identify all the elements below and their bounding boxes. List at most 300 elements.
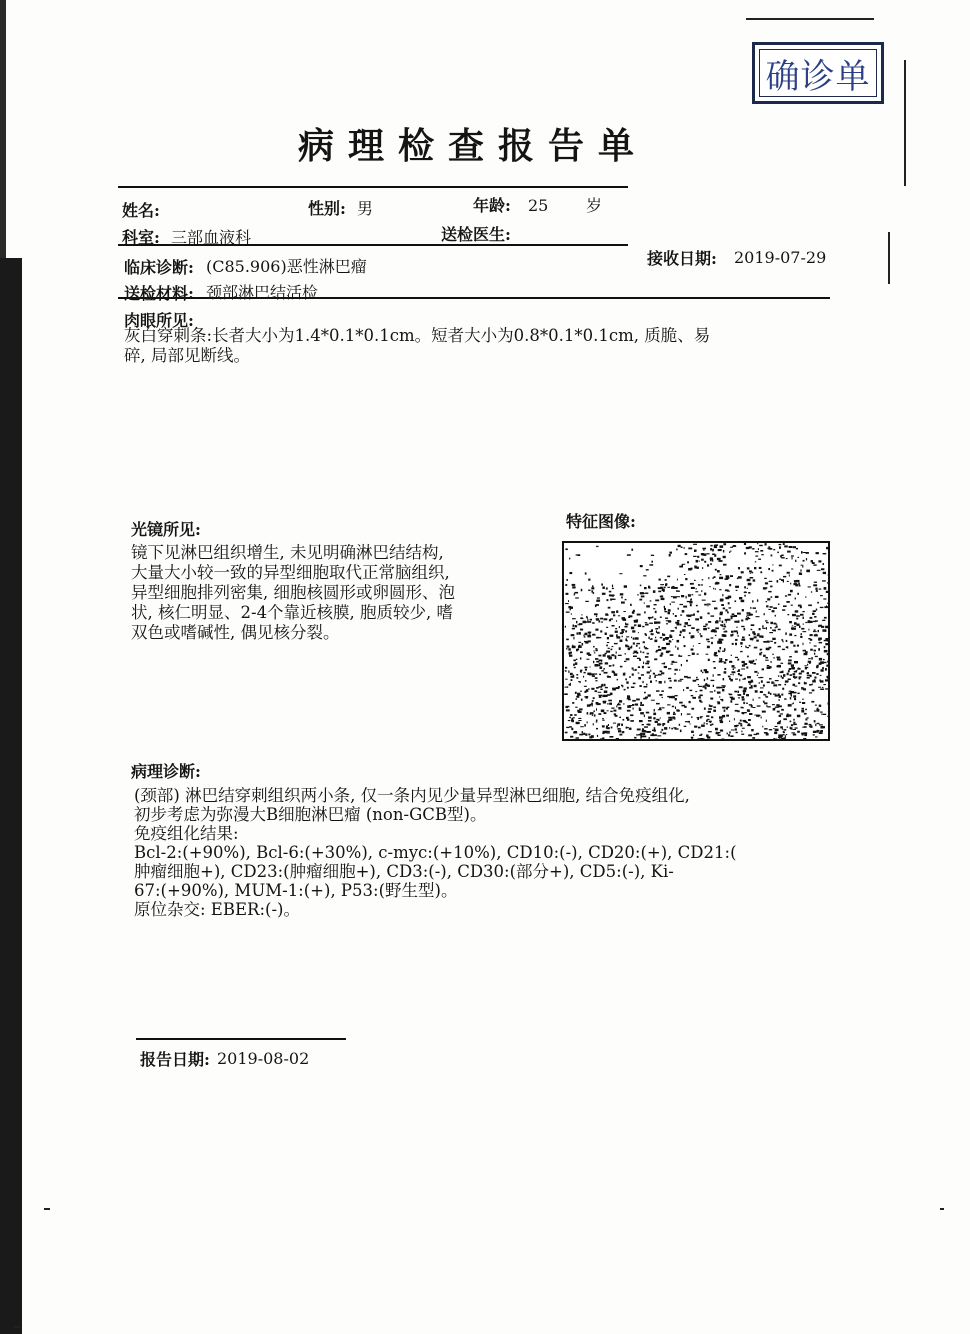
histology-speck bbox=[748, 681, 752, 683]
histology-speck bbox=[633, 638, 635, 640]
histology-speck bbox=[587, 617, 588, 619]
histology-speck bbox=[810, 639, 812, 641]
histology-speck bbox=[781, 694, 783, 696]
histology-speck bbox=[607, 655, 610, 658]
histology-speck bbox=[819, 680, 821, 682]
histology-speck bbox=[698, 727, 701, 729]
histology-speck bbox=[705, 687, 707, 689]
histology-speck bbox=[805, 709, 807, 711]
histology-speck bbox=[585, 680, 587, 682]
histology-speck bbox=[645, 731, 646, 733]
histology-speck bbox=[742, 698, 745, 700]
histology-speck bbox=[584, 636, 586, 637]
histology-speck bbox=[585, 667, 588, 669]
histology-speck bbox=[616, 652, 617, 654]
histology-speck bbox=[770, 586, 772, 588]
histology-speck bbox=[754, 663, 757, 665]
histology-speck bbox=[644, 692, 646, 694]
histology-speck bbox=[581, 671, 582, 673]
histology-speck bbox=[667, 704, 670, 705]
histology-speck bbox=[700, 701, 702, 702]
histology-speck bbox=[588, 633, 590, 635]
gross-findings-label: 肉眼所见: bbox=[124, 311, 194, 330]
histology-speck bbox=[715, 588, 716, 589]
histology-speck bbox=[780, 726, 783, 728]
histology-speck bbox=[741, 626, 744, 627]
histology-speck bbox=[790, 727, 791, 729]
histology-speck bbox=[657, 622, 661, 624]
histology-speck bbox=[793, 703, 794, 705]
histology-speck bbox=[784, 545, 788, 547]
histology-speck bbox=[742, 661, 745, 663]
histology-speck bbox=[611, 595, 615, 596]
histology-speck bbox=[702, 567, 703, 569]
histology-speck bbox=[719, 647, 721, 649]
histology-speck bbox=[566, 686, 568, 687]
histology-speck bbox=[788, 679, 791, 681]
histology-speck bbox=[597, 735, 598, 737]
histology-speck bbox=[602, 587, 605, 589]
histology-speck bbox=[739, 597, 741, 598]
histology-speck bbox=[772, 704, 775, 705]
histology-speck bbox=[683, 689, 684, 691]
histology-speck bbox=[820, 607, 824, 608]
histology-speck bbox=[658, 674, 662, 676]
histology-speck bbox=[681, 547, 683, 549]
histology-speck bbox=[670, 634, 672, 636]
histology-speck bbox=[788, 660, 792, 662]
histology-speck bbox=[765, 543, 767, 545]
histology-speck bbox=[803, 560, 805, 562]
histology-speck bbox=[826, 591, 828, 593]
histology-speck bbox=[660, 617, 662, 618]
histology-speck bbox=[713, 588, 714, 590]
histology-speck bbox=[574, 593, 575, 595]
histology-speck bbox=[783, 576, 786, 578]
histology-speck bbox=[672, 661, 675, 663]
histology-speck bbox=[737, 691, 739, 693]
histology-speck bbox=[813, 564, 816, 565]
histology-speck bbox=[778, 646, 781, 648]
histology-speck bbox=[777, 658, 779, 660]
histology-speck bbox=[651, 700, 655, 701]
histology-speck bbox=[640, 702, 642, 704]
histology-speck bbox=[695, 691, 697, 692]
histology-speck bbox=[620, 640, 623, 643]
histology-speck bbox=[782, 649, 785, 650]
confirmation-stamp bbox=[752, 42, 884, 104]
histology-speck bbox=[643, 652, 645, 654]
histology-speck bbox=[737, 620, 739, 622]
histology-speck bbox=[748, 719, 751, 721]
histology-speck bbox=[784, 698, 786, 700]
name-label: 姓名: bbox=[122, 201, 160, 220]
microscopic-findings-text bbox=[131, 543, 541, 643]
histology-speck bbox=[698, 643, 700, 644]
histology-speck bbox=[661, 653, 663, 655]
histology-speck bbox=[625, 630, 627, 632]
histology-speck bbox=[682, 610, 685, 613]
histology-speck bbox=[795, 651, 798, 653]
histology-speck bbox=[624, 626, 627, 628]
histology-speck bbox=[728, 602, 730, 604]
histology-speck bbox=[638, 624, 641, 627]
histology-speck bbox=[611, 654, 614, 656]
histology-speck bbox=[701, 590, 702, 592]
clinical-diagnosis-value: (C85.906)恶性淋巴瘤 bbox=[206, 257, 367, 276]
histology-speck bbox=[650, 600, 652, 601]
histology-speck bbox=[747, 567, 750, 569]
histology-speck bbox=[738, 576, 742, 578]
histology-speck bbox=[570, 673, 573, 675]
histology-speck bbox=[719, 660, 723, 662]
histology-speck bbox=[778, 675, 779, 676]
histology-speck bbox=[624, 661, 626, 662]
histology-speck bbox=[590, 713, 591, 715]
histology-speck bbox=[784, 684, 786, 686]
histology-speck bbox=[729, 731, 731, 733]
histology-speck bbox=[584, 724, 586, 727]
histology-speck bbox=[583, 621, 587, 624]
histology-speck bbox=[741, 600, 745, 603]
histology-speck bbox=[687, 601, 690, 602]
histology-speck bbox=[568, 648, 571, 650]
histology-speck bbox=[813, 610, 816, 612]
histology-speck bbox=[800, 569, 801, 571]
histology-speck bbox=[760, 687, 764, 688]
histology-speck bbox=[691, 716, 692, 718]
histology-speck bbox=[795, 676, 797, 678]
histology-speck bbox=[630, 714, 633, 716]
histology-speck bbox=[725, 631, 728, 633]
histology-speck bbox=[767, 548, 771, 549]
histology-speck bbox=[608, 724, 609, 726]
histology-speck bbox=[660, 584, 664, 585]
histology-speck bbox=[769, 581, 773, 582]
histology-speck bbox=[642, 728, 644, 730]
histology-speck bbox=[598, 655, 601, 657]
histology-speck bbox=[732, 613, 735, 615]
histology-speck bbox=[765, 620, 768, 621]
histology-speck bbox=[568, 670, 569, 673]
histology-speck bbox=[755, 561, 756, 562]
histology-speck bbox=[812, 689, 815, 691]
histology-speck bbox=[729, 584, 731, 585]
histology-speck bbox=[726, 575, 730, 577]
histology-speck bbox=[768, 692, 770, 694]
histology-speck bbox=[723, 678, 725, 680]
histology-speck bbox=[826, 665, 828, 667]
histology-speck bbox=[648, 694, 651, 696]
histology-speck bbox=[604, 684, 606, 687]
histology-speck bbox=[779, 579, 781, 580]
received-date-label: 接收日期: bbox=[647, 249, 717, 268]
histology-speck bbox=[808, 658, 811, 659]
histology-speck bbox=[720, 599, 724, 602]
histology-speck bbox=[591, 703, 593, 706]
histology-speck bbox=[691, 627, 695, 629]
histology-speck bbox=[570, 736, 573, 738]
histology-speck bbox=[771, 596, 773, 598]
histology-speck bbox=[580, 681, 581, 683]
histology-speck bbox=[781, 557, 785, 558]
histology-speck bbox=[816, 609, 817, 611]
histology-speck bbox=[649, 675, 651, 677]
histology-speck bbox=[606, 725, 608, 727]
histology-speck bbox=[790, 590, 793, 593]
histology-speck bbox=[731, 631, 733, 633]
histology-speck bbox=[723, 687, 725, 688]
histology-speck bbox=[675, 622, 679, 624]
histology-speck bbox=[713, 661, 716, 662]
histology-speck bbox=[570, 683, 571, 684]
histology-speck bbox=[734, 615, 737, 617]
histology-speck bbox=[643, 698, 647, 700]
histology-speck bbox=[691, 731, 694, 733]
histology-speck bbox=[764, 702, 767, 704]
histology-speck bbox=[595, 677, 598, 679]
histology-speck bbox=[718, 735, 721, 737]
histology-speck bbox=[717, 701, 720, 702]
histology-speck bbox=[608, 607, 611, 609]
gender-label: 性别: bbox=[308, 199, 346, 218]
histology-speck bbox=[677, 647, 679, 649]
histology-speck bbox=[751, 685, 753, 687]
histology-speck bbox=[576, 621, 577, 623]
histology-speck bbox=[572, 645, 573, 648]
histology-speck bbox=[786, 734, 787, 735]
histology-speck bbox=[677, 640, 680, 643]
pathology-line: 原位杂交: EBER:(-)。 bbox=[134, 900, 300, 919]
report-date-label: 报告日期: bbox=[140, 1050, 210, 1069]
histology-speck bbox=[588, 632, 592, 634]
histology-speck bbox=[810, 617, 813, 619]
histology-speck bbox=[596, 661, 599, 663]
histology-texture bbox=[564, 543, 828, 739]
histology-speck bbox=[637, 619, 638, 621]
histology-speck bbox=[654, 618, 656, 620]
histology-speck bbox=[726, 621, 727, 622]
histology-speck bbox=[600, 663, 602, 664]
histology-speck bbox=[719, 577, 723, 579]
histology-speck bbox=[566, 612, 570, 613]
histology-speck bbox=[679, 669, 680, 670]
histology-speck bbox=[738, 567, 740, 569]
histology-speck bbox=[771, 555, 773, 557]
histology-speck bbox=[607, 637, 609, 639]
histology-speck bbox=[727, 707, 730, 708]
histology-speck bbox=[719, 658, 720, 660]
histology-speck bbox=[668, 612, 671, 614]
histology-speck bbox=[769, 632, 773, 633]
histology-speck bbox=[722, 685, 726, 686]
histology-speck bbox=[596, 600, 597, 602]
histology-speck bbox=[695, 618, 699, 620]
histology-speck bbox=[598, 713, 601, 715]
histology-speck bbox=[772, 570, 774, 572]
histology-speck bbox=[793, 724, 797, 726]
histology-speck bbox=[802, 733, 803, 735]
histology-speck bbox=[733, 674, 734, 676]
histology-speck bbox=[575, 692, 577, 694]
histology-speck bbox=[595, 664, 599, 667]
histology-speck bbox=[653, 608, 655, 609]
scan-speck bbox=[940, 1208, 944, 1210]
histology-speck bbox=[714, 667, 716, 669]
histology-speck bbox=[787, 614, 789, 615]
histology-speck bbox=[654, 640, 657, 643]
histology-speck bbox=[781, 709, 784, 711]
histology-speck bbox=[625, 678, 627, 680]
histology-speck bbox=[595, 605, 596, 607]
histology-speck bbox=[806, 558, 807, 560]
histology-speck bbox=[708, 621, 711, 623]
histology-speck bbox=[633, 683, 636, 685]
histology-speck bbox=[781, 555, 783, 557]
histology-speck bbox=[826, 676, 828, 678]
histology-speck bbox=[645, 622, 648, 623]
gross-findings-text bbox=[124, 326, 804, 366]
histology-speck bbox=[756, 733, 759, 735]
histology-speck bbox=[654, 676, 656, 678]
histology-speck bbox=[766, 733, 769, 735]
histology-speck bbox=[658, 649, 661, 651]
histology-speck bbox=[822, 620, 825, 621]
histology-speck bbox=[578, 718, 581, 719]
histology-speck bbox=[791, 664, 794, 667]
histology-speck bbox=[601, 710, 605, 713]
histology-speck bbox=[664, 587, 666, 589]
histology-speck bbox=[783, 674, 785, 677]
histology-speck bbox=[627, 719, 630, 721]
histology-speck bbox=[766, 627, 767, 630]
histology-speck bbox=[791, 555, 794, 556]
histology-speck bbox=[745, 618, 748, 620]
histology-speck bbox=[596, 546, 598, 547]
histology-speck bbox=[752, 600, 753, 602]
histology-speck bbox=[662, 725, 664, 727]
histology-speck bbox=[655, 721, 658, 723]
histology-speck bbox=[787, 673, 789, 676]
histology-speck bbox=[711, 716, 713, 718]
histology-speck bbox=[627, 705, 631, 708]
histology-speck bbox=[777, 552, 779, 554]
histology-speck bbox=[723, 564, 727, 566]
histology-speck bbox=[727, 733, 728, 735]
histology-speck bbox=[818, 687, 821, 688]
histology-speck bbox=[671, 664, 674, 665]
histology-speck bbox=[578, 554, 581, 556]
histology-speck bbox=[821, 714, 822, 715]
histology-speck bbox=[748, 583, 752, 586]
histology-speck bbox=[624, 585, 627, 588]
histology-speck bbox=[796, 618, 798, 620]
histology-speck bbox=[674, 680, 677, 682]
histology-speck bbox=[622, 630, 623, 632]
histology-speck bbox=[747, 725, 751, 726]
histology-speck bbox=[775, 707, 779, 708]
histology-speck bbox=[805, 622, 807, 623]
histology-speck bbox=[824, 587, 827, 590]
histology-speck bbox=[741, 734, 744, 735]
histology-speck bbox=[630, 604, 632, 606]
histology-speck bbox=[631, 637, 632, 638]
histology-speck bbox=[716, 687, 720, 689]
histology-speck bbox=[822, 629, 826, 632]
histology-speck bbox=[807, 672, 809, 674]
histology-speck bbox=[670, 680, 672, 682]
histology-speck bbox=[588, 579, 590, 581]
histology-speck bbox=[572, 702, 574, 704]
histology-speck bbox=[813, 584, 817, 586]
histology-speck bbox=[779, 565, 782, 567]
histology-speck bbox=[666, 643, 670, 645]
histology-speck bbox=[797, 624, 800, 627]
histology-speck bbox=[769, 678, 772, 679]
histology-speck bbox=[684, 645, 686, 647]
histology-speck bbox=[607, 642, 609, 643]
histology-speck bbox=[757, 543, 758, 544]
histology-speck bbox=[645, 593, 648, 594]
histology-speck bbox=[738, 697, 740, 698]
histology-speck bbox=[688, 548, 692, 550]
histology-speck bbox=[619, 717, 621, 718]
histology-speck bbox=[827, 716, 828, 717]
age-unit: 岁 bbox=[586, 196, 603, 215]
histology-speck bbox=[753, 707, 756, 708]
histology-speck bbox=[615, 628, 617, 629]
histology-speck bbox=[638, 673, 640, 674]
histology-speck bbox=[776, 625, 778, 627]
histology-speck bbox=[827, 582, 828, 583]
histology-speck bbox=[798, 583, 800, 586]
histology-speck bbox=[606, 695, 608, 697]
histology-speck bbox=[777, 722, 781, 724]
histology-speck bbox=[825, 688, 828, 689]
histology-speck bbox=[596, 708, 597, 710]
histology-speck bbox=[572, 586, 575, 588]
histology-speck bbox=[582, 731, 583, 733]
histology-speck bbox=[808, 620, 811, 622]
histology-speck bbox=[824, 617, 827, 619]
histology-speck bbox=[722, 621, 724, 623]
histology-speck bbox=[571, 676, 575, 678]
histology-speck bbox=[792, 625, 794, 626]
histology-speck bbox=[818, 630, 820, 632]
histology-speck bbox=[759, 628, 761, 630]
histology-speck bbox=[690, 583, 694, 585]
histology-speck bbox=[632, 704, 634, 706]
histology-speck bbox=[602, 733, 604, 735]
histology-speck bbox=[767, 598, 770, 600]
histology-speck bbox=[745, 646, 746, 648]
histology-speck bbox=[642, 593, 645, 594]
histology-speck bbox=[631, 646, 632, 648]
histology-speck bbox=[757, 635, 760, 637]
histology-speck bbox=[572, 628, 575, 630]
histology-speck bbox=[625, 653, 626, 654]
histology-speck bbox=[804, 713, 807, 715]
feature-image-label: 特征图像: bbox=[566, 512, 636, 531]
histology-speck bbox=[789, 691, 792, 692]
histology-speck bbox=[680, 624, 682, 626]
histology-speck bbox=[751, 729, 754, 731]
histology-speck bbox=[781, 675, 783, 677]
histology-speck bbox=[724, 662, 727, 664]
histology-speck bbox=[576, 677, 578, 679]
histology-speck bbox=[780, 672, 783, 674]
histology-speck bbox=[601, 670, 604, 671]
